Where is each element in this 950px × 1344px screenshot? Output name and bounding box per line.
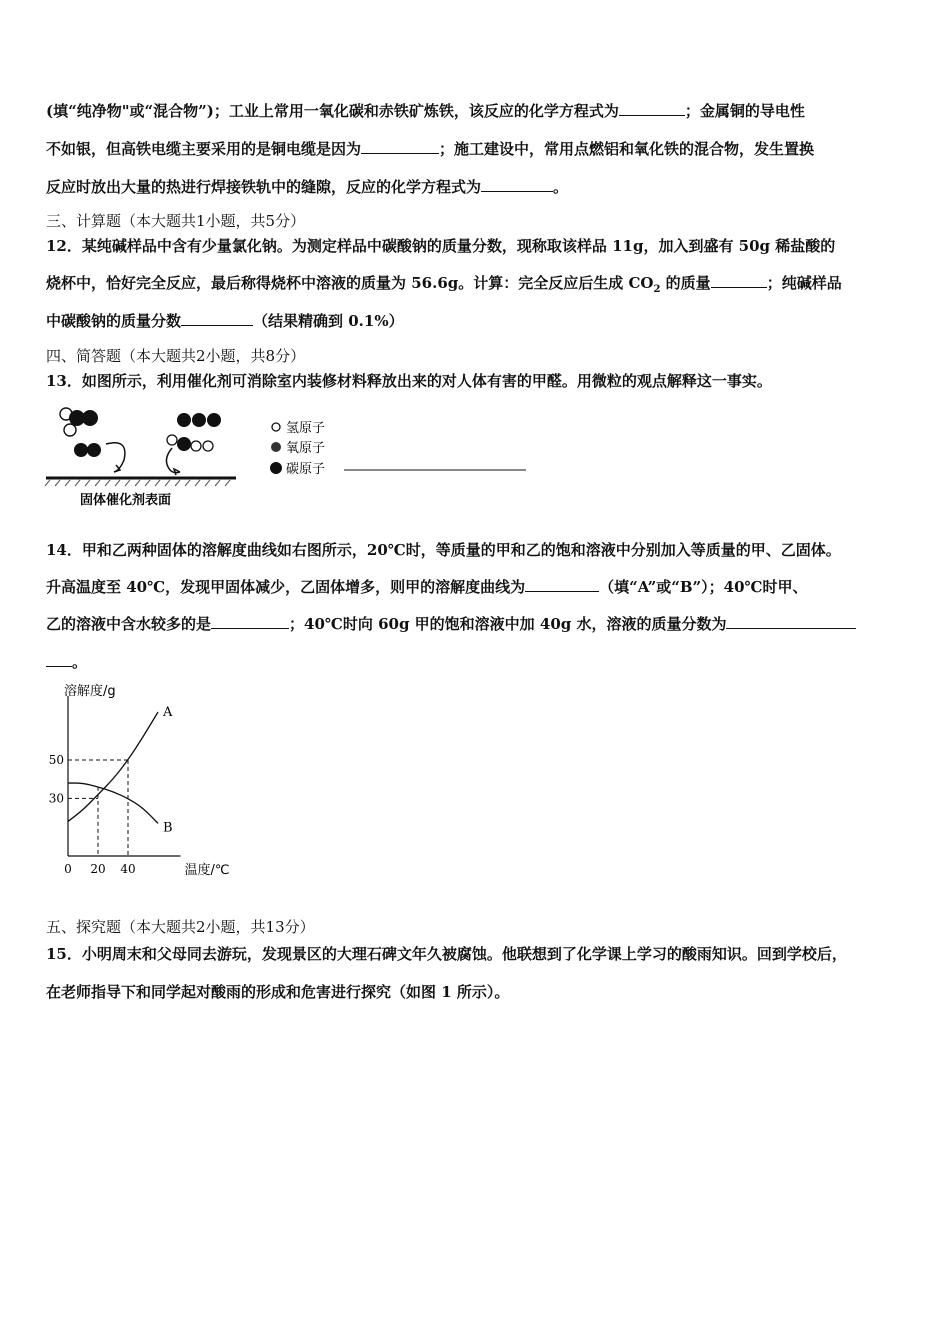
series-line-A	[68, 712, 158, 821]
x-axis-label: 温度/℃	[184, 863, 230, 878]
y-tick-label: 30	[48, 791, 64, 806]
q11-line-3: 反应时放出大量的热进行焊接铁轨中的缝隙，反应的化学方程式为 。	[46, 178, 569, 196]
q11-line-1-text: (填“纯净物"或“混合物”)；工业上常用一氧化碳和赤铁矿炼铁，该反应的化学方程式为	[46, 102, 619, 120]
q13-text: 13．如图所示，利用催化剂可消除室内装修材料释放出来的对人体有害的甲醛。用微粒的观点解释这一事实。	[46, 372, 772, 390]
y-tick-label: 50	[48, 753, 64, 767]
q15-line-2: 在老师指导下和同学起对酸雨的形成和危害进行探究（如图 1 所示）。	[46, 983, 510, 1001]
section-title-4: 四、简答题（本大题共2小题，共8分）	[46, 347, 306, 365]
hydrogen-atom-icon	[272, 423, 280, 431]
q14-line-3: 乙的溶液中含水较多的是 ；40℃时向 60g 甲的饱和溶液中加 40g 水，溶液的质量分数为	[46, 614, 856, 634]
q15-line-1: 15．小明周末和父母同去游玩，发现景区的大理石碑文年久被腐蚀。他联想到了化学课上学习的酸雨知识。回到学校后，	[46, 945, 847, 963]
catalyst-diagram	[44, 400, 544, 512]
x-tick-label: 20	[90, 862, 106, 876]
legend-hydrogen: 氢原子	[286, 421, 326, 436]
molecule-formaldehyde-2	[177, 413, 221, 427]
solubility-chart	[44, 680, 230, 885]
q14-line-1: 14．甲和乙两种固体的溶解度曲线如右图所示，20℃时，等质量的甲和乙的饱和溶液中分别加入等质量的甲、乙固体。	[46, 541, 841, 559]
molecule-products	[167, 435, 213, 451]
answer-blank[interactable]	[726, 614, 856, 629]
series-label-B: B	[163, 820, 173, 836]
section-title-3: 三、计算题（本大题共1小题，共5分）	[46, 212, 306, 230]
answer-blank[interactable]	[481, 177, 553, 192]
series-line-B	[68, 783, 158, 823]
legend-carbon: 碳原子	[286, 462, 326, 477]
legend-oxygen: 氧原子	[286, 441, 326, 456]
answer-blank[interactable]	[711, 273, 767, 288]
answer-blank[interactable]	[181, 311, 253, 326]
answer-blank[interactable]	[211, 614, 289, 629]
q12-line-1: 12．某纯碱样品中含有少量氯化钠。为测定样品中碳酸钠的质量分数，现称取该样品 11g，加入到盛有 50g 稀盐酸的	[46, 237, 836, 255]
molecule-oxygen	[74, 443, 101, 457]
answer-blank[interactable]	[525, 577, 599, 592]
q14-line-2: 升高温度至 40℃，发现甲固体减少，乙固体增多，则甲的溶解度曲线为 （填“A”或“B”）；40℃时甲、	[46, 578, 808, 596]
carbon-atom-icon	[270, 462, 282, 474]
series-label-A: A	[163, 705, 173, 720]
surface-label: 固体催化剂表面	[80, 493, 172, 508]
q14-line-4: 。	[46, 652, 87, 672]
x-tick-label: 0	[64, 862, 72, 876]
molecule-formaldehyde	[60, 408, 98, 436]
answer-blank[interactable]	[619, 101, 685, 116]
q11-line-1: (填“纯净物"或“混合物”)；工业上常用一氧化碳和赤铁矿炼铁，该反应的化学方程式为 ；金属铜的导电性	[46, 102, 805, 120]
q12-line-2: 烧杯中，恰好完全反应，最后称得烧杯中溶液的质量为 56.6g。计算：完全反应后生成 $CO_2$ 的质量 ；纯碱样品	[46, 274, 842, 295]
y-axis-label: 溶解度/g	[64, 684, 116, 699]
q12-line-3: 中碳酸钠的质量分数 （结果精确到 0.1%）	[46, 312, 404, 330]
oxygen-atom-icon	[271, 442, 281, 452]
section-title-5: 五、探究题（本大题共2小题，共13分）	[46, 918, 315, 936]
x-tick-label: 40	[120, 862, 136, 876]
q11-line-2: 不如银，但高铁电缆主要采用的是铜电缆是因为 ；施工建设中，常用点燃铝和氧化铁的混合物，发生置换	[46, 140, 815, 158]
answer-blank[interactable]	[46, 652, 72, 667]
arrow-icon	[106, 443, 125, 472]
answer-blank[interactable]	[361, 139, 439, 154]
